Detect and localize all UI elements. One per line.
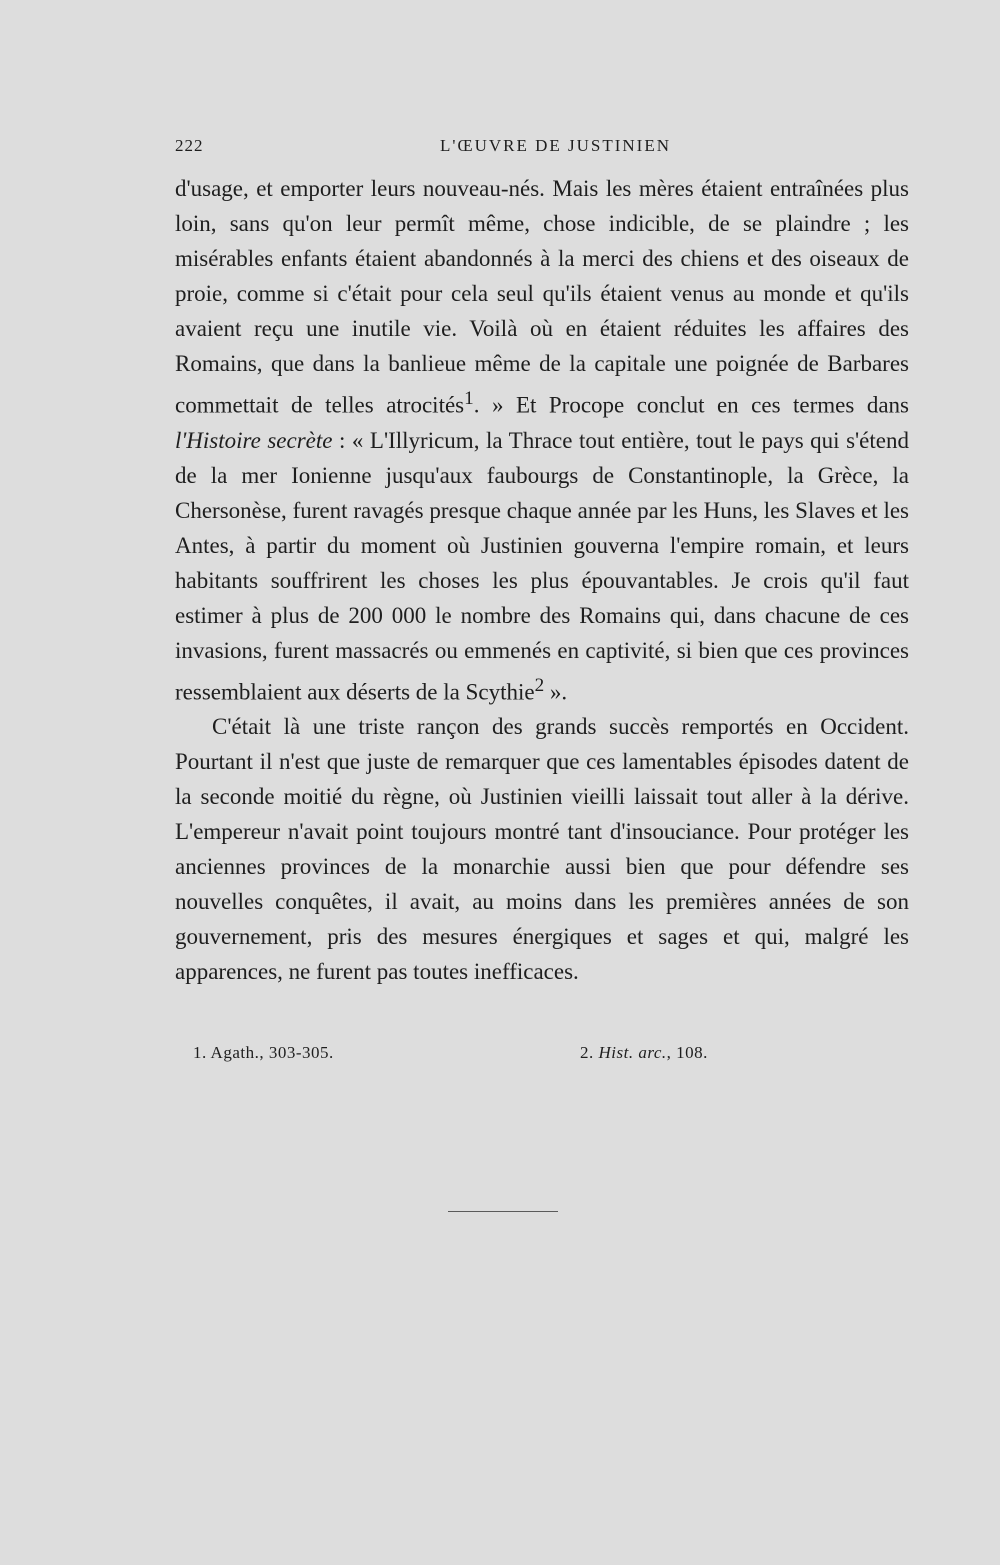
paragraph-1-text: d'usage, et emporter leurs nouveau-nés. Mais les mères étaient entraînées plus loin, sans qu'on leur permît même, chose indicible, de se plaindre ; les misérables enfants étaient abandonnés à la merci des chiens et des oiseaux de proie, comme si c'était pour cela seul qu'ils étaient venus au monde et qu'ils avaient reçu une inutile vie. Voilà où en étaient réduites les affaires des Romains, que dans la banlieue même de la capitale une poignée de Barbares commettait de telles atrocités	[175, 176, 909, 418]
horizontal-rule	[448, 1211, 558, 1212]
footnote-2-source: Hist. arc.	[598, 1043, 667, 1062]
footnote-2-number: 2.	[580, 1043, 599, 1062]
paragraph-2: C'était là une triste rançon des grands succès remportés en Occident. Pourtant il n'est que juste de remarquer que ces lamentables épisodes datent de la seconde moitié du règne, où Justinien vieilli laissait tout aller à la dérive. L'empereur n'avait point toujours montré tant d'insouciance. Pour protéger les anciennes provinces de la monarchie aussi bien que pour défendre ses nouvelles conquêtes, il avait, au moins dans les premières années de son gouvernement, pris des mesures énergiques et sages et qui, malgré les apparences, ne furent pas toutes inefficaces.	[175, 714, 909, 985]
footnote-ref-1: 1	[464, 388, 474, 409]
paragraph-1-continuation: . » Et Procope conclut en ces termes dans	[473, 392, 909, 418]
italic-title: l'Histoire secrète	[175, 427, 333, 453]
footnote-2	[580, 1043, 708, 1063]
footnote-2-page: , 108.	[666, 1043, 708, 1062]
footnote-1: 1. Agath., 303-305.	[193, 1043, 334, 1062]
paragraph-1-quote: : « L'Illyricum, la Thrace tout entière, tout le pays qui s'étend de la mer Ionienne jusqu'aux faubourgs de Constantinople, la Grèce, la Chersonèse, furent ravagés presque chaque année par les Huns, les Slaves et les Antes, à partir du moment où Justinien gouverna l'empire romain, et leurs habitants souffrirent les choses les plus épouvantables. Je crois qu'il faut estimer à plus de 200 000 le nombre des Romains qui, dans chacune de ces invasions, furent massacrés ou emmenés en captivité, si bien que ces provinces ressemblaient aux déserts de la Scythie	[175, 427, 909, 705]
running-head	[175, 136, 909, 160]
footnotes	[193, 1043, 893, 1069]
page-number: 222	[175, 136, 204, 155]
paragraph-1	[175, 171, 909, 709]
paragraph-1-end: ».	[544, 679, 568, 705]
footnote-ref-2: 2	[534, 674, 545, 696]
running-title: L'ŒUVRE DE JUSTINIEN	[440, 136, 671, 155]
body-text	[175, 171, 909, 989]
